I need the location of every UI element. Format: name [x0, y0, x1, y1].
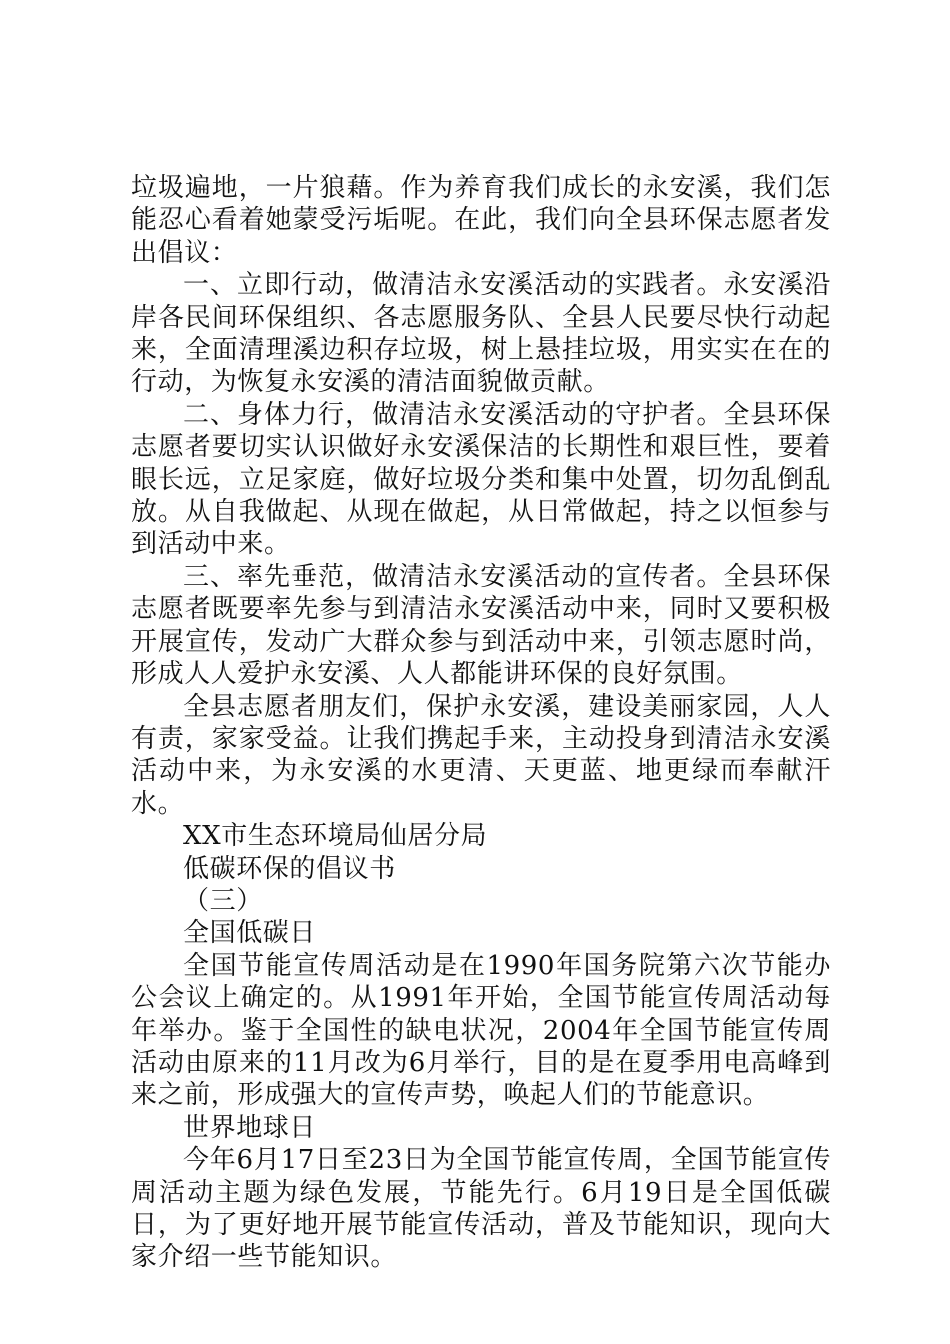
- paragraph-energy-knowledge: 今年6月17日至23日为全国节能宣传周，全国节能宣传周活动主题为绿色发展，节能先行。6月19日是全国低碳日，为了更好地开展节能宣传活动，普及节能知识，现向大家介绍一些节能知识。: [131, 1145, 831, 1273]
- paragraph-point-one: 一、立即行动，做清洁永安溪活动的实践者。永安溪沿岸各民间环保组织、各志愿服务队、全县人民要尽快行动起来，全面清理溪边积存垃圾，树上悬挂垃圾，用实实在在的行动，为恢复永安溪的清洁面貌做贡献。: [131, 270, 831, 398]
- paragraph-energy-week: 全国节能宣传周活动是在1990年国务院第六次节能办公会议上确定的。从1991年开始，全国节能宣传周活动每年举办。鉴于全国性的缺电状况，2004年全国节能宣传周活动由原来的11月改为6月举行，目的是在夏季用电高峰到来之前，形成强大的宣传声势，唤起人们的节能意识。: [131, 950, 831, 1111]
- paragraph-point-two: 二、身体力行，做清洁永安溪活动的守护者。全县环保志愿者要切实认识做好永安溪保洁的长期性和艰巨性，要着眼长远，立足家庭，做好垃圾分类和集中处置，切勿乱倒乱放。从自我做起、从现在做起，从日常做起，持之以恒参与到活动中来。: [131, 399, 831, 560]
- paragraph-closing: 全县志愿者朋友们，保护永安溪，建设美丽家园，人人有责，家家受益。让我们携起手来，主动投身到清洁永安溪活动中来，为永安溪的水更清、天更蓝、地更绿而奉献汗水。: [131, 691, 831, 819]
- subheading-low-carbon-day: 全国低碳日: [183, 918, 317, 949]
- signature-organization: XX市生态环境局仙居分局: [183, 821, 488, 852]
- paragraph-point-three: 三、率先垂范，做清洁永安溪活动的宣传者。全县环保志愿者既要率先参与到清洁永安溪活动中来，同时又要积极开展宣传，发动广大群众参与到活动中来，引领志愿时尚，形成人人爱护永安溪、人人都能讲环保的良好氛围。: [131, 561, 831, 690]
- subheading-earth-day: 世界地球日: [183, 1112, 317, 1143]
- paragraph-intro: 垃圾遍地，一片狼藉。作为养育我们成长的永安溪，我们怎能忍心看着她蒙受污垢呢。在此，我们向全县环保志愿者发出倡议：: [131, 173, 831, 268]
- document-body: [131, 172, 831, 1274]
- section-number: （三）: [183, 885, 263, 916]
- section-title: 低碳环保的倡议书: [183, 853, 396, 884]
